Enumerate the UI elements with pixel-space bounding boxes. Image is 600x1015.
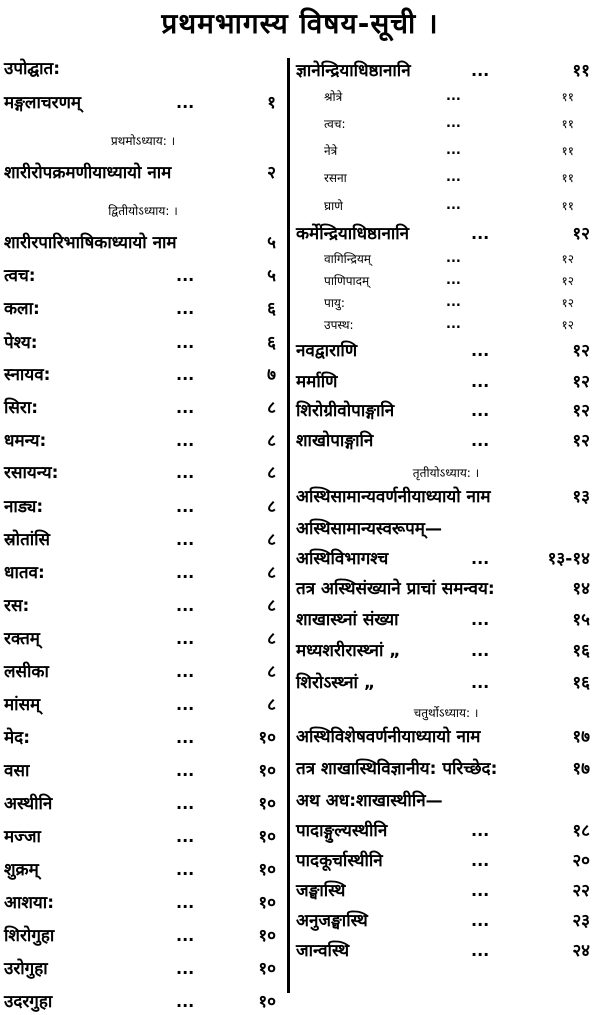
- toc-entry: [4, 296, 282, 322]
- toc-leader-dots: ...: [176, 93, 195, 112]
- toc-entry-label: मेद:: [4, 728, 30, 748]
- toc-page-number: ७: [267, 365, 276, 385]
- toc-entry: [4, 460, 282, 486]
- toc-entry: [4, 824, 282, 850]
- toc-entry: [296, 221, 596, 247]
- toc-leader-dots: ...: [446, 89, 461, 104]
- toc-entry-label: मध्यशरीरास्थ्नां „: [296, 641, 401, 661]
- toc-page-number: २: [267, 163, 276, 183]
- toc-page-number: १०: [258, 959, 276, 979]
- toc-leader-dots: ...: [176, 596, 195, 615]
- chapter-heading-label: प्रथमोऽध्याय: ।: [110, 134, 176, 148]
- toc-leader-dots: ...: [176, 431, 195, 450]
- toc-entry: [296, 516, 596, 542]
- toc-entry: [4, 626, 282, 652]
- toc-entry: [296, 546, 596, 572]
- toc-leader-dots: ...: [471, 61, 490, 80]
- toc-entry: [296, 638, 596, 664]
- toc-entry-label: शारीरोपक्रमणीयाध्यायो नाम: [4, 163, 172, 183]
- toc-entry-label: तत्र अस्थिसंख्याने प्राचां समन्वय:: [296, 579, 495, 599]
- chapter-heading: [4, 128, 282, 154]
- toc-page-number: १२: [561, 318, 574, 332]
- toc-entry-label: शिरोगुहा: [4, 926, 55, 946]
- toc-leader-dots: ...: [446, 273, 461, 288]
- toc-page-number: १५: [572, 610, 590, 630]
- toc-entry-label: मङ्गलाचरणम्: [4, 93, 82, 113]
- toc-leader-dots: ...: [471, 673, 490, 692]
- toc-entry: [296, 193, 596, 219]
- toc-entry: [4, 263, 282, 289]
- toc-entry: [4, 90, 282, 116]
- toc-entry-label: ज्ञानेन्द्रियाधिष्ठानानि: [296, 61, 411, 81]
- toc-page-number: ११: [572, 61, 590, 81]
- toc-entry: [296, 428, 596, 454]
- toc-entry: [296, 398, 596, 424]
- toc-leader-dots: ...: [176, 827, 195, 846]
- toc-page-number: २२: [572, 881, 590, 901]
- toc-leader-dots: ...: [176, 893, 195, 912]
- toc-entry-label: अस्थिसामान्यस्वरूपम्—: [296, 519, 442, 539]
- toc-page-number: २०: [572, 851, 590, 871]
- toc-entry-label: जान्वस्थि: [296, 941, 350, 961]
- toc-page-number: २३: [572, 911, 590, 931]
- toc-page-number: ८: [267, 497, 276, 517]
- toc-leader-dots: ...: [176, 563, 195, 582]
- toc-entry-label: त्वच:: [324, 117, 346, 131]
- toc-entry: [4, 659, 282, 685]
- toc-page-number: १०: [258, 893, 276, 913]
- toc-leader-dots: ...: [176, 497, 195, 516]
- toc-entry: [4, 56, 282, 82]
- toc-page-number: ८: [267, 398, 276, 418]
- toc-leader-dots: ...: [471, 821, 490, 840]
- toc-page-number: १०: [258, 926, 276, 946]
- toc-leader-dots: ...: [471, 549, 490, 568]
- toc-page-number: १०: [258, 827, 276, 847]
- toc-entry-label: रक्तम्: [4, 629, 40, 649]
- toc-page-number: १०: [258, 794, 276, 814]
- toc-entry-label: अनुजङ्घास्थि: [296, 911, 368, 931]
- toc-entry: [4, 791, 282, 817]
- toc-leader-dots: ...: [176, 992, 195, 1011]
- toc-leader-dots: ...: [471, 610, 490, 629]
- toc-page-number: १३: [572, 487, 590, 507]
- toc-entry: [296, 818, 596, 844]
- toc-entry-label: उदरगुहा: [4, 992, 53, 1012]
- toc-entry-label: मर्माणि: [296, 372, 338, 392]
- toc-leader-dots: ...: [471, 851, 490, 870]
- toc-entry-label: अस्थीनि: [4, 794, 53, 814]
- toc-entry: [4, 395, 282, 421]
- toc-entry-label: पायु:: [324, 296, 345, 310]
- toc-entry: [4, 890, 282, 916]
- toc-entry-label: अस्थिसामान्यवर्णनीयाध्यायो नाम: [296, 487, 491, 507]
- toc-leader-dots: ...: [446, 251, 461, 266]
- toc-leader-dots: ...: [446, 198, 461, 213]
- toc-page-number: ८: [267, 530, 276, 550]
- toc-entry-label: स्रोतांसि: [4, 530, 51, 550]
- toc-entry: [296, 138, 596, 164]
- toc-leader-dots: ...: [176, 463, 195, 482]
- toc-page-number: ८: [267, 431, 276, 451]
- toc-page-number: ८: [267, 695, 276, 715]
- toc-page-number: ६: [267, 333, 276, 353]
- toc-page-number: १३-१४: [547, 549, 590, 569]
- toc-page-number: १२: [561, 296, 574, 310]
- toc-entry: [296, 576, 596, 602]
- toc-leader-dots: ...: [471, 941, 490, 960]
- toc-page-number: ११: [561, 199, 574, 213]
- toc-leader-dots: ...: [176, 629, 195, 648]
- toc-entry-label: पादाङ्गुल्यस्थीनि: [296, 821, 388, 841]
- toc-leader-dots: ...: [176, 959, 195, 978]
- toc-page-number: १७: [572, 759, 590, 779]
- toc-entry: [296, 84, 596, 110]
- toc-page-number: ५: [267, 266, 276, 286]
- toc-entry: [4, 692, 282, 718]
- toc-page-number: १०: [258, 761, 276, 781]
- toc-entry-label: तत्र शाखास्थिविज्ञानीय: परिच्छेद:: [296, 759, 498, 779]
- toc-entry-label: उरोगुहा: [4, 959, 48, 979]
- toc-entry-label: नेत्रे: [324, 144, 338, 158]
- toc-page-number: १६: [572, 641, 590, 661]
- toc-entry-label: सिरा:: [4, 398, 39, 418]
- toc-entry-label: धातव:: [4, 563, 45, 583]
- toc-entry: [4, 330, 282, 356]
- toc-page-number: १२: [572, 224, 590, 244]
- column-divider: [287, 58, 290, 993]
- toc-page-number: १: [267, 93, 276, 113]
- toc-entry-label: आशया:: [4, 893, 54, 913]
- toc-entry: [296, 724, 596, 750]
- toc-page-number: १०: [258, 992, 276, 1012]
- toc-entry: [296, 788, 596, 814]
- toc-leader-dots: ...: [471, 641, 490, 660]
- toc-page-number: ११: [561, 90, 574, 104]
- toc-page-number: ८: [267, 596, 276, 616]
- toc-entry: [4, 362, 282, 388]
- toc-entry-label: उपस्थ:: [324, 318, 354, 332]
- toc-entry-label: मज्जा: [4, 827, 41, 847]
- toc-leader-dots: ...: [176, 728, 195, 747]
- toc-leader-dots: ...: [471, 341, 490, 360]
- chapter-heading-label: तृतीयोऽध्याय: ।: [412, 466, 480, 480]
- toc-entry: [296, 938, 596, 964]
- toc-entry: [4, 758, 282, 784]
- toc-entry: [4, 923, 282, 949]
- toc-entry: [296, 338, 596, 364]
- toc-leader-dots: ...: [471, 881, 490, 900]
- toc-entry-label: रसना: [324, 171, 347, 185]
- toc-entry-label: शिरोग्रीवोपाङ्गानि: [296, 401, 395, 421]
- toc-entry-label: रसायन्य:: [4, 463, 59, 483]
- toc-entry: [4, 725, 282, 751]
- toc-entry: [4, 956, 282, 982]
- toc-entry-label: अस्थिविभागश्च: [296, 549, 389, 569]
- toc-leader-dots: ...: [446, 116, 461, 131]
- toc-entry-label: जङ्घास्थि: [296, 881, 346, 901]
- toc-leader-dots: ...: [176, 926, 195, 945]
- toc-leader-dots: ...: [471, 431, 490, 450]
- toc-entry: [4, 230, 282, 256]
- toc-leader-dots: ...: [446, 143, 461, 158]
- toc-leader-dots: ...: [471, 224, 490, 243]
- toc-entry: [296, 312, 596, 338]
- toc-entry-label: स्नायव:: [4, 365, 51, 385]
- toc-page-number: १०: [258, 860, 276, 880]
- chapter-heading: [296, 700, 596, 726]
- toc-entry-label: नाड्य:: [4, 497, 44, 517]
- toc-entry-label: पाणिपादम्: [324, 274, 370, 288]
- toc-entry-label: वागिन्द्रियम्: [324, 252, 371, 266]
- toc-entry-label: श्रोत्रे: [324, 90, 343, 104]
- toc-leader-dots: ...: [176, 365, 195, 384]
- toc-page-number: १२: [572, 372, 590, 392]
- toc-entry: [296, 165, 596, 191]
- toc-page-number: ११: [561, 144, 574, 158]
- chapter-heading: [296, 460, 596, 486]
- toc-page-number: ५: [267, 233, 276, 253]
- toc-entry-label: अस्थिविशेषवर्णनीयाध्यायो नाम: [296, 727, 481, 747]
- toc-page-number: १२: [572, 401, 590, 421]
- toc-entry: [296, 756, 596, 782]
- toc-page-number: १२: [572, 341, 590, 361]
- toc-leader-dots: ...: [176, 333, 195, 352]
- toc-entry: [4, 527, 282, 553]
- toc-entry: [296, 607, 596, 633]
- toc-page-number: १७: [572, 727, 590, 747]
- toc-entry: [4, 560, 282, 586]
- toc-entry-label: पादकूर्चास्थीनि: [296, 851, 383, 871]
- toc-entry: [296, 369, 596, 395]
- toc-page-number: ८: [267, 629, 276, 649]
- toc-page-number: ८: [267, 463, 276, 483]
- toc-entry-label: पेश्य:: [4, 333, 38, 353]
- toc-entry: [4, 593, 282, 619]
- toc-entry: [296, 908, 596, 934]
- toc-entry: [4, 160, 282, 186]
- toc-entry-label: लसीका: [4, 662, 49, 682]
- toc-leader-dots: ...: [446, 295, 461, 310]
- toc-entry-label: नवद्वाराणि: [296, 341, 358, 361]
- chapter-heading: [4, 198, 282, 224]
- toc-leader-dots: ...: [176, 299, 195, 318]
- toc-leader-dots: ...: [446, 317, 461, 332]
- toc-page-number: १२: [561, 252, 574, 266]
- toc-entry-label: वसा: [4, 761, 30, 781]
- toc-page-number: १४: [572, 579, 590, 599]
- toc-leader-dots: ...: [176, 662, 195, 681]
- toc-page-number: ८: [267, 662, 276, 682]
- toc-entry: [296, 848, 596, 874]
- toc-entry-label: अथ अध:शाखास्थीनि—: [296, 791, 443, 811]
- toc-entry-label: उपोद्घात:: [4, 59, 61, 79]
- toc-entry: [4, 428, 282, 454]
- toc-entry-label: कर्मेन्द्रियाधिष्ठानानि: [296, 224, 410, 244]
- toc-leader-dots: ...: [471, 911, 490, 930]
- toc-entry: [296, 670, 596, 696]
- toc-entry: [296, 58, 596, 84]
- toc-entry-label: शिरोऽस्थ्नां „: [296, 673, 376, 693]
- toc-entry: [296, 111, 596, 137]
- toc-entry-label: रस:: [4, 596, 30, 616]
- toc-page-number: १६: [572, 673, 590, 693]
- toc-entry: [4, 494, 282, 520]
- toc-leader-dots: ...: [176, 761, 195, 780]
- toc-leader-dots: ...: [176, 530, 195, 549]
- toc-leader-dots: ...: [176, 794, 195, 813]
- toc-entry: [296, 484, 596, 510]
- toc-page-number: ११: [561, 117, 574, 131]
- toc-page-number: १२: [561, 274, 574, 288]
- toc-leader-dots: ...: [471, 372, 490, 391]
- toc-leader-dots: ...: [471, 401, 490, 420]
- toc-entry-label: कला:: [4, 299, 40, 319]
- toc-leader-dots: ...: [176, 266, 195, 285]
- toc-entry: [296, 878, 596, 904]
- toc-page-number: ११: [561, 171, 574, 185]
- chapter-heading-label: चतुर्थोऽध्याय: ।: [413, 706, 479, 720]
- toc-entry-label: शाखोपाङ्गानि: [296, 431, 374, 451]
- toc-entry-label: शाखास्थ्नां संख्या: [296, 610, 399, 630]
- page-title: प्रथमभागस्य विषय-सूची ।: [161, 7, 439, 40]
- toc-page-number: १०: [258, 728, 276, 748]
- toc-leader-dots: ...: [176, 398, 195, 417]
- toc-entry-label: शुक्रम्: [4, 860, 39, 880]
- toc-page-number: ६: [267, 299, 276, 319]
- toc-page-number: २४: [572, 941, 590, 961]
- toc-page-number: १२: [572, 431, 590, 451]
- toc-entry-label: मांसम्: [4, 695, 41, 715]
- toc-leader-dots: ...: [446, 170, 461, 185]
- toc-page-number: ८: [267, 563, 276, 583]
- chapter-heading-label: द्वितीयोऽध्याय: ।: [108, 204, 178, 218]
- toc-leader-dots: ...: [176, 695, 195, 714]
- toc-page-number: १८: [572, 821, 590, 841]
- toc-entry: [4, 857, 282, 883]
- toc-entry-label: धमन्य:: [4, 431, 47, 451]
- toc-entry-label: शारीरपारिभाषिकाध्यायो नाम: [4, 233, 177, 253]
- toc-leader-dots: ...: [176, 860, 195, 879]
- toc-entry-label: त्वच:: [4, 266, 36, 286]
- toc-entry-label: घ्राणे: [324, 199, 343, 213]
